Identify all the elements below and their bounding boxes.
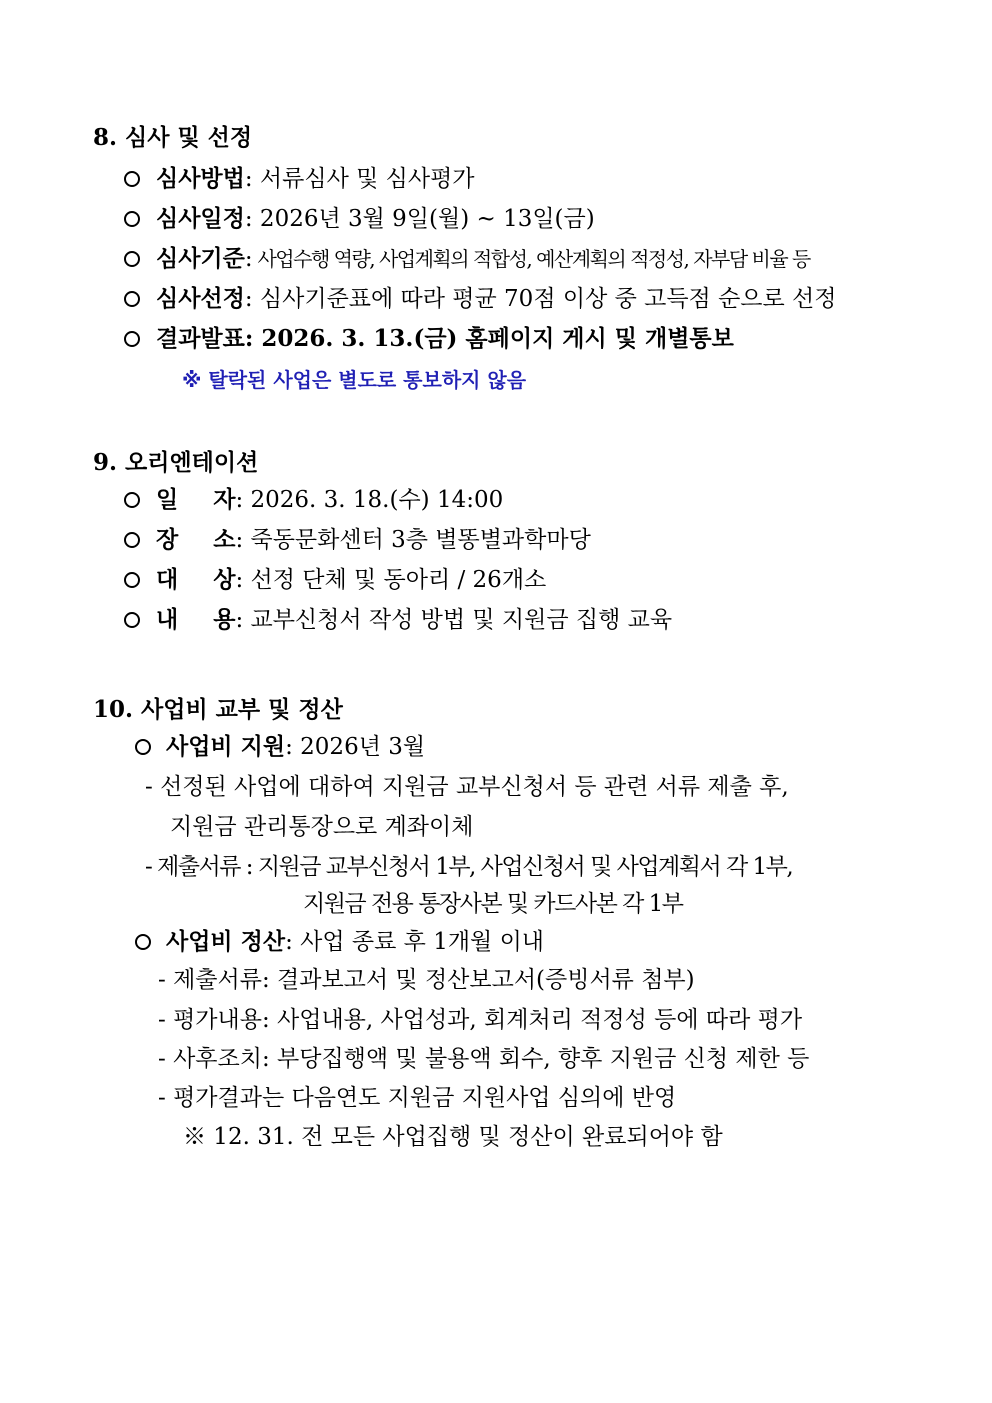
item-key-first: 내 (156, 606, 179, 633)
circle-bullet-icon (124, 251, 140, 267)
section-8-title: 8. 심사 및 선정 (93, 124, 253, 151)
item-key-first: 장 (156, 526, 179, 553)
item-key: 결과발표 (156, 325, 245, 352)
item-sep: : (244, 325, 254, 352)
circle-bullet-icon (135, 739, 151, 755)
orientation-place-item (124, 526, 591, 554)
item-sep: : (235, 607, 244, 633)
item-sep: : (285, 929, 293, 955)
item-sep: : (235, 567, 244, 593)
item-key: 사업비 지원 (166, 733, 286, 760)
section-9-title: 9. 오리엔테이션 (93, 449, 259, 476)
result-announcement-item (124, 325, 734, 353)
settlement-detail-line: - 평가결과는 다음연도 지원금 지원사업 심의에 반영 (158, 1085, 677, 1111)
item-key-second: 용 (213, 606, 236, 633)
circle-bullet-icon (124, 291, 140, 307)
item-key: 심사기준 (156, 245, 245, 272)
circle-bullet-icon (124, 211, 140, 227)
item-value: 2026년 3월 9일(월) ~ 13일(금) (252, 206, 595, 232)
item-key-second: 자 (213, 486, 236, 513)
item-value: 사업수행 역량, 사업계획의 적합성, 예산계획의 적정성, 자부담 비율 등 (252, 247, 810, 271)
item-key-first: 일 (156, 486, 179, 513)
item-key: 심사선정 (156, 285, 245, 312)
item-value: 죽동문화센터 3층 별똥별과학마당 (243, 527, 591, 553)
completion-note: ※ 12. 31. 전 모든 사업집행 및 정산이 완료되어야 함 (183, 1124, 723, 1150)
review-selection-item (124, 285, 837, 313)
support-detail-line: - 제출서류 : 지원금 교부신청서 1부, 사업신청서 및 사업계획서 각 1부, (145, 854, 793, 880)
settlement-detail-line: - 평가내용: 사업내용, 사업성과, 회계처리 적정성 등에 따라 평가 (158, 1007, 803, 1033)
item-value: 2026년 3월 (292, 734, 426, 760)
orientation-content-item (124, 606, 672, 634)
item-key: 심사일정 (156, 205, 245, 232)
circle-bullet-icon (124, 612, 140, 628)
item-key: 심사방법 (156, 165, 245, 192)
item-key-first: 대 (156, 566, 179, 593)
review-schedule-item (124, 205, 595, 233)
circle-bullet-icon (124, 572, 140, 588)
orientation-target-item (124, 566, 546, 594)
item-sep: : (244, 286, 253, 312)
orientation-date-item (124, 486, 503, 514)
item-sep: : (244, 166, 253, 192)
settlement-detail-line: - 제출서류: 결과보고서 및 정산보고서(증빙서류 첨부) (158, 967, 695, 993)
item-key: 사업비 정산 (166, 928, 286, 955)
rejection-note: ※ 탈락된 사업은 별도로 통보하지 않음 (182, 368, 527, 392)
circle-bullet-icon (135, 934, 151, 950)
support-detail-line: - 선정된 사업에 대하여 지원금 교부신청서 등 관련 서류 제출 후, (145, 774, 789, 800)
review-criteria-item (124, 245, 810, 273)
item-key-second: 소 (213, 526, 236, 553)
section-10-title: 10. 사업비 교부 및 정산 (93, 696, 343, 723)
item-value: 심사기준표에 따라 평균 70점 이상 중 고득점 순으로 선정 (252, 286, 837, 312)
circle-bullet-icon (124, 532, 140, 548)
item-value: 2026. 3. 18.(수) 14:00 (243, 487, 504, 513)
circle-bullet-icon (124, 171, 140, 187)
item-sep: : (235, 527, 244, 553)
item-value: 서류심사 및 심사평가 (252, 166, 475, 192)
item-sep: : (285, 734, 293, 760)
item-value: 교부신청서 작성 방법 및 지원금 집행 교육 (243, 607, 673, 633)
support-detail-line: 지원금 관리통장으로 계좌이체 (170, 814, 474, 840)
item-value: 2026. 3. 13.(금) 홈페이지 게시 및 개별통보 (253, 325, 734, 352)
support-detail-line: 지원금 전용 통장사본 및 카드사본 각 1부 (303, 891, 683, 917)
item-sep: : (235, 487, 244, 513)
item-value: 선정 단체 및 동아리 / 26개소 (243, 567, 547, 593)
settlement-detail-line: - 사후조치: 부당집행액 및 불용액 회수, 향후 지원금 신청 제한 등 (158, 1046, 810, 1072)
item-sep: : (244, 206, 253, 232)
budget-settlement-item (135, 928, 544, 956)
item-key-second: 상 (213, 566, 236, 593)
review-method-item (124, 165, 475, 193)
budget-support-item (135, 733, 425, 761)
item-value: 사업 종료 후 1개월 이내 (292, 929, 545, 955)
circle-bullet-icon (124, 492, 140, 508)
circle-bullet-icon (124, 331, 140, 347)
item-sep: : (244, 246, 253, 272)
